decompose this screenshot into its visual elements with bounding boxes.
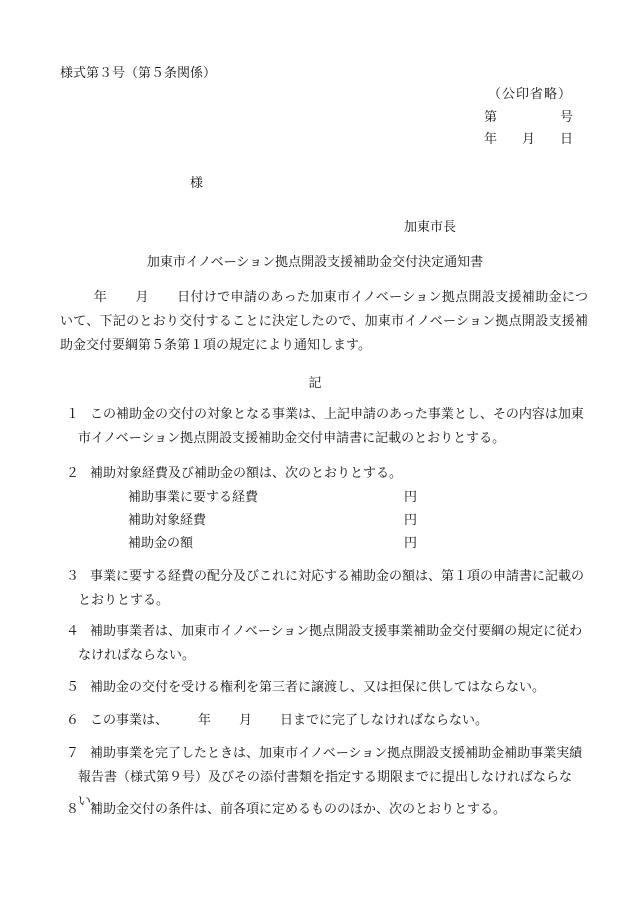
seal-note: （公印省略） [488, 87, 573, 102]
list-item [66, 403, 588, 451]
intro-paragraph [60, 286, 588, 358]
item-text: 事業に要する経費の配分及びこれに対応する補助金の額は、第１項の申請書に記載のとおりとする。 [78, 569, 585, 608]
item-number: ４ [66, 624, 80, 639]
item-text [66, 709, 588, 733]
item-text: この補助金の交付の対象となる事業は、上記申請のあった事業とし、その内容は加東市イノベーション拠点開設支援補助金交付申請書に記載のとおりとする。 [78, 407, 584, 446]
issuer: 加東市長 [404, 220, 457, 235]
completion-pre: この事業は、 [90, 713, 169, 728]
item-text: 補助対象経費及び補助金の額は、次のとおりとする。 [90, 466, 403, 481]
intro-month: 月 [135, 290, 149, 305]
cost-unit: 円 [404, 536, 418, 551]
document-number-prefix: 第 [484, 110, 498, 125]
list-item [66, 709, 588, 733]
form-label: 様式第３号（第５条関係） [60, 66, 217, 81]
cost-unit: 円 [404, 490, 418, 505]
item-text: 補助事業を完了したときは、加東市イノベーション拠点開設支援補助金補助事業実績報告書（様式第９号）及びその添付書類を指定する期限までに提出しなければならない。 [78, 746, 583, 809]
cost-unit: 円 [404, 513, 418, 528]
intro-year: 年 [93, 290, 108, 305]
ki-heading: 記 [308, 376, 322, 391]
list-item [66, 565, 588, 613]
list-item [66, 462, 588, 486]
document-number-suffix: 号 [560, 110, 574, 125]
date-year: 年 [484, 132, 498, 147]
item-number: ３ [66, 569, 80, 584]
cost-label: 補助対象経費 [128, 513, 207, 528]
item-number: ５ [66, 680, 80, 695]
item-number: ２ [66, 466, 80, 481]
list-item [66, 798, 588, 822]
item-text: 補助事業者は、加東市イノベーション拠点開設支援事業補助金交付要綱の規定に従わなければならない。 [78, 624, 583, 663]
completion-post: 日までに完了しなければならない。 [280, 713, 489, 728]
intro-body: 日付けで申請のあった加東市イノベーション拠点開設支援補助金について、下記のとおり交付することに決定したので、加東市イノベーション拠点開設支援補助金交付要綱第５条第１項の規定により通知します。 [60, 290, 588, 353]
date-month: 月 [522, 132, 536, 147]
cost-label: 補助事業に要する経費 [128, 490, 259, 505]
item-number: ７ [66, 746, 80, 761]
document-title: 加東市イノベーション拠点開設支援補助金交付決定通知書 [146, 255, 484, 270]
item-number: １ [66, 407, 80, 422]
cost-label: 補助金の額 [128, 536, 194, 551]
date-day: 日 [560, 132, 574, 147]
addressee-suffix: 様 [190, 176, 204, 191]
item-text: 補助金の交付を受ける権利を第三者に譲渡し、又は担保に供してはならない。 [90, 680, 546, 695]
item-number: ６ [66, 713, 80, 728]
list-item [66, 620, 588, 668]
item-text: 補助金交付の条件は、前各項に定めるもののほか、次のとおりとする。 [90, 802, 507, 817]
item-number: ８ [66, 802, 80, 817]
list-item [66, 676, 588, 700]
completion-month: 月 [239, 713, 253, 728]
completion-year: 年 [198, 713, 212, 728]
